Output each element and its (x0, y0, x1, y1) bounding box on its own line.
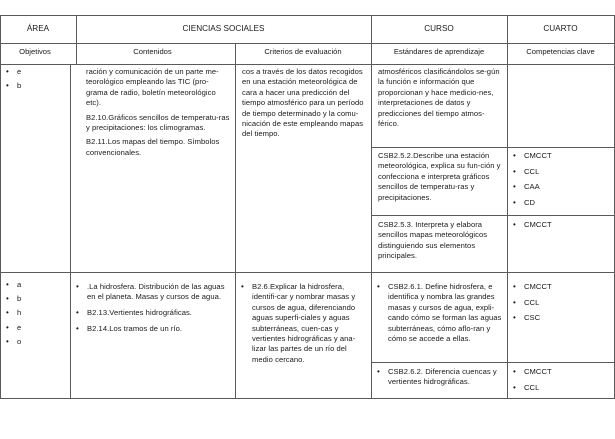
contenido-item: • B2.13.Vertientes hidrográficas. (74, 308, 232, 318)
rule-v-cont (235, 43, 236, 399)
area-label: ÁREA (26, 24, 50, 33)
competencia-item: • CAA (511, 182, 611, 192)
contenido-item: • B2.14.Los tramos de un río. (74, 324, 232, 334)
rule-v-std (507, 15, 508, 399)
rule-std-3 (371, 362, 615, 363)
estandar-text: CSB2.5.2.Describe una estación meteorológica, explica su fun-ción y confecciona e interpreta gráficos sencillos de temperatu-ras y precipitaciones. (378, 151, 501, 202)
objetivo-item: • o (4, 337, 66, 347)
competencia-item: • CMCCT (511, 282, 611, 292)
estandar-item: • CSB2.6.2. Diferencia cuencas y vertientes hidrográficas. (375, 367, 505, 388)
criterio-text: cos a través de los datos recogidos en una estación meteorológica de cara a hacer una predicción del tiempo atmosférico para un período de tiempo determinado y la comu-nicación de este empleando mapas del tiempo. (242, 67, 364, 139)
estandar-text: CSB2.5.3. Interpreta y elabora sencillos mapas meteorológicos distinguiendo sus elementos principales. (378, 220, 488, 261)
rule-columns (0, 64, 615, 65)
col-estandares: Estándares de aprendizaje (393, 47, 485, 56)
estandar-text: atmosféricos clasificándolos se-gún la función e información que proporcionan y hace medicio-nes, interpretaciones de datos y predicciones del tiempo atmos-férico. (378, 67, 500, 129)
row1-objetivos (4, 67, 66, 95)
objetivo-item: • b (4, 81, 66, 91)
row2-estandar-2 (375, 367, 505, 394)
col-contenidos: Contenidos (133, 47, 172, 56)
row1-estandar-3 (378, 220, 504, 266)
course-label: CURSO (424, 24, 454, 33)
rule-std-1 (371, 147, 615, 148)
contenido-item: • .La hidrosfera. Distribución de las aguas en el planeta. Masas y cursos de agua. (74, 282, 232, 303)
row2-objetivos (4, 280, 66, 351)
estandar-item: • CSB2.6.1. Define hidrosfera, e identifica y nombra las grandes masas y cursos de agua, expli-cando cómo se forman las aguas subterráneas, cómo aflo-ran y cómo se accede a ellas. (375, 282, 505, 344)
rule-header (0, 43, 615, 44)
objetivo-item: • a (4, 280, 66, 290)
criterio-item: • B2.6.Explicar la hidrosfera, identifi-car y nombrar masas y cursos de agua, diferenciando aguas superfi-ciales y aguas subterráneas, cuen-cas y vertientes hidrográficas y ana-lizar las partes de un río del medio cercano. (239, 282, 369, 365)
competencia-item: • CMCCT (511, 367, 611, 377)
row2-criterios (239, 282, 369, 371)
competencia-item: • CCL (511, 298, 611, 308)
rule-top (0, 15, 615, 16)
competencia-item: • CMCCT (511, 151, 611, 161)
competencia-item: • CMCCT (511, 220, 611, 230)
row2-contenidos (74, 282, 232, 339)
contenido-text: ración y comunicación de un parte me-teorológico empleando las TIC (pro-grama de radio, boletín meteorológico etc). (86, 67, 219, 108)
rule-v-area (76, 15, 77, 65)
course-value: CUARTO (543, 24, 578, 33)
competencia-item: • CCL (511, 383, 611, 393)
competencia-item: • CCL (511, 167, 611, 177)
objetivo-item: • e (4, 67, 66, 77)
rule-v-obj (70, 64, 71, 399)
row1-competencias-3 (511, 220, 611, 236)
contenido-text: B2.10.Gráficos sencillos de temperatu-ras y precipitaciones: los climogramas. (86, 112, 230, 133)
competencia-item: • CD (511, 198, 611, 208)
contenido-text: B2.11.Los mapas del tiempo. Símbolos convencionales. (86, 137, 220, 157)
rule-left (0, 15, 1, 399)
row2-competencias-1 (511, 282, 611, 329)
objetivo-item: • b (4, 294, 66, 304)
row1-estandar-1 (378, 67, 504, 133)
col-objetivos: Objetivos (19, 47, 51, 56)
objetivo-item: • e (4, 323, 66, 333)
rule-v-crit (371, 15, 372, 399)
col-competencias: Competencias clave (526, 47, 595, 56)
row1-competencias-2 (511, 151, 611, 213)
col-criterios: Criterios de evaluación (264, 47, 342, 56)
competencia-item: • CSC (511, 313, 611, 323)
subject-title: CIENCIAS SOCIALES (182, 24, 265, 33)
rule-std-2 (371, 215, 615, 216)
row2-estandar-1 (375, 282, 505, 350)
row1-criterios (242, 67, 368, 144)
objetivo-item: • h (4, 308, 66, 318)
row1-contenidos (86, 67, 230, 162)
row1-estandar-2 (378, 151, 504, 207)
row2-competencias-2 (511, 367, 611, 398)
rule-row-split (0, 272, 615, 273)
